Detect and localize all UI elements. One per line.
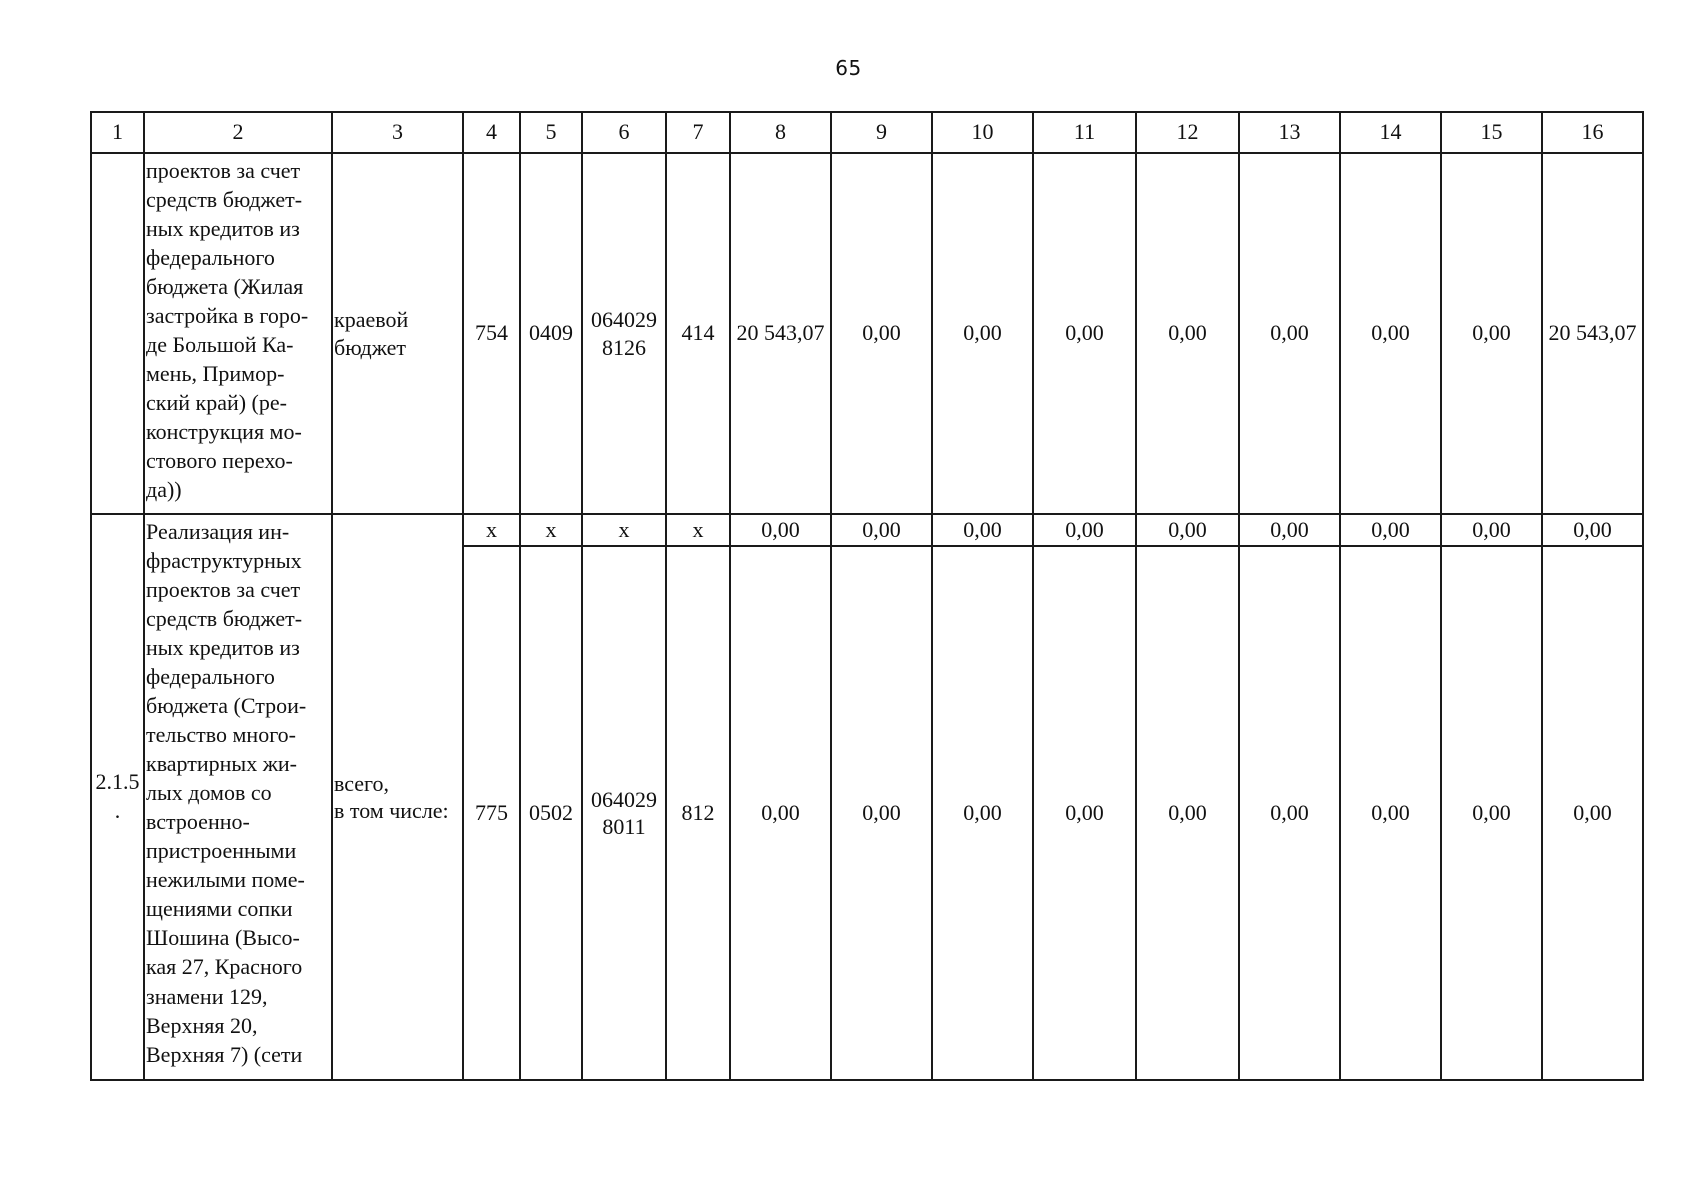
- amount-cell: 0,00: [1239, 514, 1340, 546]
- code-cell: х: [666, 514, 730, 546]
- code-cell: 0409: [520, 153, 582, 514]
- header-cell: 11: [1033, 112, 1136, 153]
- header-cell: 13: [1239, 112, 1340, 153]
- amount-cell: 0,00: [1033, 153, 1136, 514]
- amount-cell: 0,00: [1239, 546, 1340, 1080]
- header-cell: 6: [582, 112, 666, 153]
- table-header-row: [91, 112, 1643, 153]
- code-cell: х: [582, 514, 666, 546]
- code-cell: 064029 8011: [582, 546, 666, 1080]
- header-cell: 1: [91, 112, 144, 153]
- page-number: 65: [835, 56, 862, 80]
- amount-cell: 0,00: [831, 546, 932, 1080]
- code-cell: х: [520, 514, 582, 546]
- header-cell: 10: [932, 112, 1033, 153]
- header-cell: 5: [520, 112, 582, 153]
- amount-cell: 0,00: [1033, 546, 1136, 1080]
- amount-cell: 0,00: [932, 514, 1033, 546]
- amount-cell: 0,00: [831, 514, 932, 546]
- table-row: [91, 153, 1643, 514]
- amount-cell: 0,00: [1136, 546, 1239, 1080]
- amount-cell: 0,00: [1136, 514, 1239, 546]
- amount-cell: 0,00: [1340, 514, 1441, 546]
- amount-cell: 0,00: [831, 153, 932, 514]
- amount-cell: 0,00: [1441, 514, 1542, 546]
- header-cell: 15: [1441, 112, 1542, 153]
- amount-cell: 20 543,07: [730, 153, 831, 514]
- amount-cell: 0,00: [730, 546, 831, 1080]
- amount-cell: 0,00: [932, 546, 1033, 1080]
- amount-cell: 20 543,07: [1542, 153, 1643, 514]
- amount-cell: 0,00: [932, 153, 1033, 514]
- amount-cell: 0,00: [1441, 546, 1542, 1080]
- measure-description-cell: Реализация ин- фраструктурных проектов за счет средств бюджет- ных кредитов из федерального бюджета (Строи- тельство много- квартирных жи- лых домов со встроенно- пристроенными нежилыми поме- щениями сопки Шошина (Высо- кая 27, Красного знамени 129, Верхняя 20, Верхняя 7) (сети: [144, 514, 332, 1080]
- header-cell: 9: [831, 112, 932, 153]
- amount-cell: 0,00: [1033, 514, 1136, 546]
- code-cell: х: [463, 514, 520, 546]
- header-cell: 2: [144, 112, 332, 153]
- amount-cell: 0,00: [1239, 153, 1340, 514]
- code-cell: 754: [463, 153, 520, 514]
- amount-cell: 0,00: [1542, 514, 1643, 546]
- code-cell: 775: [463, 546, 520, 1080]
- budget-table: [90, 111, 1644, 1081]
- code-cell: 0502: [520, 546, 582, 1080]
- header-cell: 7: [666, 112, 730, 153]
- table-row: [91, 514, 1643, 546]
- header-cell: 3: [332, 112, 463, 153]
- row-number-cell: 2.1.5 .: [91, 514, 144, 1080]
- measure-description-cell: проектов за счет средств бюджет- ных кредитов из федерального бюджета (Жилая застройка в горо- де Большой Ка- мень, Примор- ский край) (ре- конструкция мо- стового перехо- да)): [144, 153, 332, 514]
- header-cell: 12: [1136, 112, 1239, 153]
- code-cell: 414: [666, 153, 730, 514]
- amount-cell: 0,00: [1441, 153, 1542, 514]
- amount-cell: 0,00: [1340, 546, 1441, 1080]
- amount-cell: 0,00: [1136, 153, 1239, 514]
- header-cell: 4: [463, 112, 520, 153]
- amount-cell: 0,00: [730, 514, 831, 546]
- header-cell: 16: [1542, 112, 1643, 153]
- funding-source-cell: краевой бюджет: [332, 153, 463, 514]
- code-cell: 064029 8126: [582, 153, 666, 514]
- header-cell: 14: [1340, 112, 1441, 153]
- header-cell: 8: [730, 112, 831, 153]
- funding-source-cell: всего, в том числе:: [332, 514, 463, 1080]
- amount-cell: 0,00: [1340, 153, 1441, 514]
- row-number-cell: [91, 153, 144, 514]
- amount-cell: 0,00: [1542, 546, 1643, 1080]
- code-cell: 812: [666, 546, 730, 1080]
